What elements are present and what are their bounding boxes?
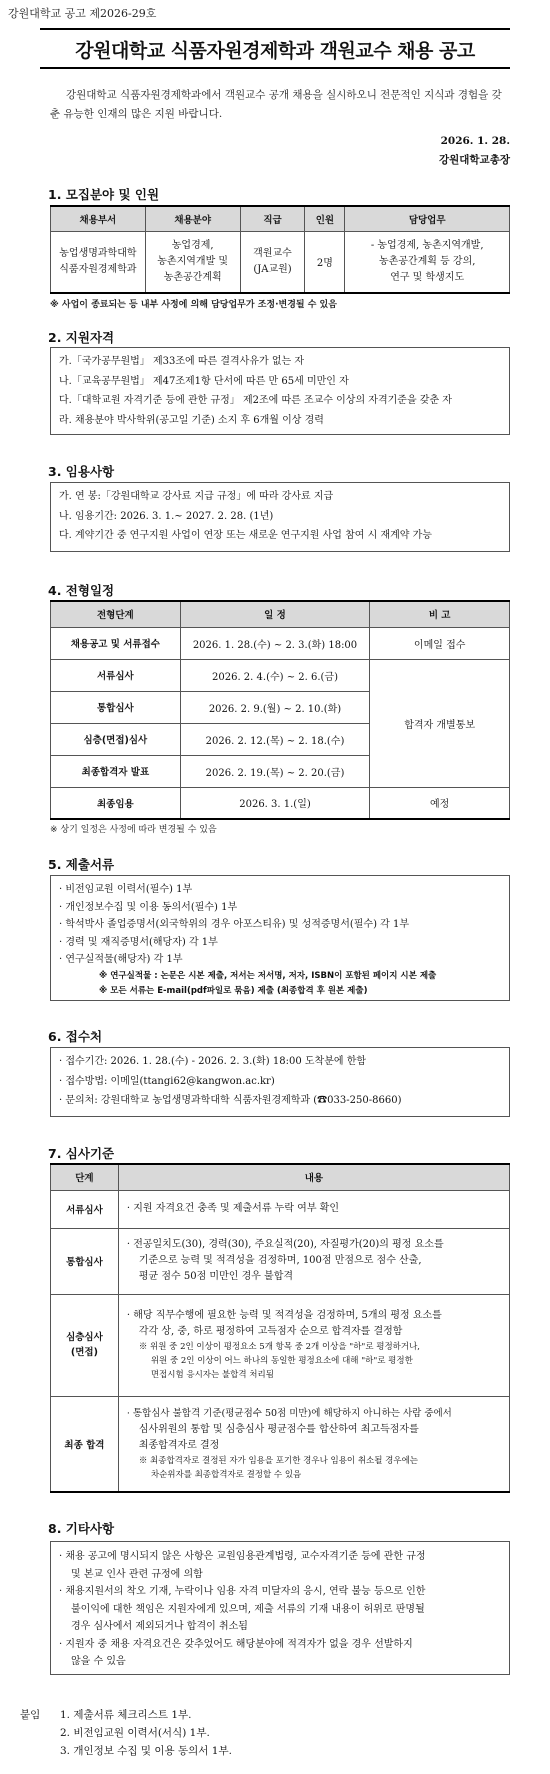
attachment-item: 1. 제출서류 체크리스트 1부. [60, 1709, 192, 1721]
schedule-date: 2026. 3. 1.(일) [180, 787, 370, 819]
recruit-dept [51, 231, 146, 293]
recruit-header-count: 인원 [305, 206, 345, 231]
other-item: 않을 수 있음 [71, 1656, 126, 1667]
schedule-header-note: 비 고 [370, 601, 510, 627]
document-note: ※ 모든 서류는 E-mail(pdf파일로 묶음) 제출 (최종합격 후 원본 제출) [99, 985, 368, 996]
criteria-content [118, 1190, 509, 1228]
schedule-note: 이메일 접수 [370, 627, 510, 659]
recruit-duty-line: 농촌공간계획 등 강의, [378, 255, 476, 267]
appointment-item: 나. 임용기간: 2026. 3. 1.~ 2027. 2. 28. (1년) [59, 510, 274, 522]
other-item: · 채용지원서의 착오 기재, 누락이나 임용 자격 미달자의 응시, 연락 불능 등으로 인한 [59, 1586, 426, 1597]
notice-signer: 강원대학교총장 [438, 154, 510, 166]
appointment-box [50, 482, 510, 552]
title-rule-top [40, 28, 510, 30]
schedule-date: 2026. 2. 19.(목) ~ 2. 20.(금) [180, 755, 370, 787]
other-item: · 채용 공고에 명시되지 않은 사항은 교원임용관계법령, 교수자격기준 등에 관한 규정 [59, 1551, 426, 1562]
criteria-content [118, 1396, 509, 1492]
qualification-item: 가.「국가공무원법」 제33조에 따른 결격사유가 없는 자 [59, 356, 304, 367]
document-item: · 경력 및 재직증명서(해당자) 각 1부 [59, 936, 218, 948]
intro-paragraph: 강원대학교 식품자원경제학과에서 객원교수 공개 채용을 실시하오니 전문적인 지식과 경험을 갖춘 유능한 인재의 많은 지원 바랍니다. [50, 89, 502, 120]
reception-box [50, 1047, 510, 1117]
schedule-date: 2026. 2. 12.(목) ~ 2. 18.(수) [180, 723, 370, 755]
documents-box [50, 875, 510, 1001]
recruit-header-rank: 직급 [240, 206, 305, 231]
criteria-content [118, 1294, 509, 1396]
qualification-item: 나.「교육공무원법」 제47조제1항 단서에 따른 만 65세 미만인 자 [59, 375, 349, 387]
schedule-date: 2026. 2. 4.(수) ~ 2. 6.(금) [180, 659, 370, 691]
page-title: 강원대학교 식품자원경제학과 객원교수 채용 공고 [75, 40, 475, 62]
recruit-header-dept: 채용부서 [51, 206, 146, 231]
criteria-line: 평균 점수 50점 미만인 경우 불합격 [138, 1271, 294, 1282]
qualifications-box [50, 347, 510, 435]
criteria-table [50, 1163, 510, 1493]
recruit-field-line: 농촌지역개발 및 [157, 255, 229, 267]
schedule-note: 예정 [370, 787, 510, 819]
document-item: · 비전임교원 이력서(필수) 1부 [59, 884, 193, 895]
section-title-appointment: 3. 임용사항 [48, 464, 115, 479]
criteria-stage [51, 1294, 119, 1396]
criteria-header-stage: 단계 [51, 1164, 119, 1190]
recruit-dept-line: 식품자원경제학과 [59, 263, 137, 275]
criteria-line: 심사위원의 통합 및 심층심사 평균점수를 합산하여 최고득점자를 [138, 1423, 419, 1435]
document-note: ※ 연구실적물 : 논문은 시본 제출, 저서는 저서명, 저자, ISBN이 포함된 페이지 시본 제출 [99, 970, 437, 981]
recruit-field-line: 농촌공간계획 [163, 271, 222, 283]
schedule-footnote: ※ 상기 일정은 사정에 따라 변경될 수 있음 [50, 825, 217, 835]
other-item: 및 본교 인사 관련 규정에 의함 [71, 1568, 203, 1580]
criteria-note: 위원 중 2인 이상이 어느 하나의 동일한 평정요소에 대해 "하"로 평정한 [150, 1356, 413, 1366]
section-title-criteria: 7. 심사기준 [48, 1146, 115, 1161]
recruit-duty-line: 연구 및 학생지도 [390, 271, 465, 283]
recruit-table [50, 205, 510, 294]
reception-item: · 접수방법: 이메일(ttangi62@kangwon.ac.kr) [59, 1075, 275, 1087]
criteria-line: · 해당 직무수행에 필요한 능력 및 적격성을 검정하며, 5개의 평정 요소를 [126, 1310, 442, 1321]
recruit-duty-line: - 농업경제, 농촌지역개발, [370, 239, 484, 251]
qualification-item: 다.「대학교원 자격기준 등에 관한 규정」 제2조에 따른 조교수 이상의 자격기준을 갖춘 자 [59, 395, 452, 406]
section-title-reception: 6. 접수처 [48, 1029, 103, 1044]
schedule-merged-note: 합격자 개별통보 [370, 659, 510, 787]
criteria-note: 면접시험 응시자는 불합격 처리됨 [150, 1370, 274, 1380]
qualification-item: 라. 채용분야 박사학위(공고일 기준) 소지 후 6개월 이상 경력 [59, 414, 324, 426]
recruit-rank [240, 231, 305, 293]
criteria-stage: 통합심사 [51, 1228, 119, 1294]
schedule-header-date: 일 정 [180, 601, 370, 627]
section-title-schedule: 4. 전형일정 [48, 583, 115, 598]
document-item: · 학석박사 졸업증명서(외국학위의 경우 아포스티유) 및 성적증명서(필수) 각 1부 [59, 919, 410, 930]
notice-number: 강원대학교 공고 제2026-29호 [8, 7, 157, 20]
appointment-item: 다. 계약기간 중 연구지원 사업이 연장 또는 새로운 연구지원 사업 참여 시 재계약 가능 [59, 530, 432, 541]
recruit-rank-line: 객원교수 [253, 247, 292, 259]
other-box [50, 1541, 510, 1675]
criteria-line: · 지원 자격요건 충족 및 제출서류 누락 여부 확인 [126, 1203, 339, 1214]
section-title-documents: 5. 제출서류 [48, 857, 115, 872]
appointment-item: 가. 연 봉:「강원대학교 강사료 지급 규정」에 따라 강사료 지급 [59, 491, 334, 502]
criteria-line: · 전공일치도(30), 경력(30), 주요실적(20), 자질평가(20)의 평정 요소를 [126, 1239, 444, 1250]
criteria-line: 기준으로 능력 및 적격성을 검정하며, 100점 만점으로 점수 산출, [138, 1255, 422, 1266]
attachment-item: 2. 비전임교원 이력서(서식) 1부. [60, 1727, 210, 1739]
recruit-field [145, 231, 240, 293]
recruit-field-line: 농업경제, [171, 239, 214, 251]
recruit-header-field: 채용분야 [145, 206, 240, 231]
other-item: 불이익에 대한 책임은 지원자에게 있으며, 제출 서류의 기재 내용이 허위로 판명될 [71, 1603, 425, 1615]
document-item: · 개인정보수집 및 이용 동의서(필수) 1부 [59, 901, 238, 913]
schedule-stage: 채용공고 및 서류접수 [51, 627, 181, 659]
attachment-item: 3. 개인정보 수집 및 이용 동의서 1부. [60, 1745, 232, 1757]
section-title-qualifications: 2. 지원자격 [48, 330, 115, 345]
criteria-line: · 통합심사 불합격 기준(평균점수 50점 미만)에 해당하지 아니하는 사람 중에서 [126, 1407, 452, 1419]
attachments-label: 붙임 [20, 1709, 41, 1721]
schedule-stage: 최종합격자 발표 [51, 755, 181, 787]
schedule-table [50, 600, 510, 820]
criteria-content [118, 1228, 509, 1294]
criteria-stage-line: 심층심사 [66, 1332, 103, 1343]
other-item: · 지원자 중 채용 자격요건은 갖추었어도 해당분야에 적격자가 없을 경우 선발하지 [59, 1638, 413, 1650]
section-title-other: 8. 기타사항 [48, 1521, 115, 1536]
schedule-stage: 통합심사 [51, 691, 181, 723]
recruit-count: 2명 [305, 231, 345, 293]
schedule-date: 2026. 1. 28.(수) ~ 2. 3.(화) 18:00 [180, 627, 370, 659]
other-item: 경우 심사에서 제외되거나 합격이 취소됨 [71, 1621, 248, 1632]
criteria-stage: 최종 합격 [51, 1396, 119, 1492]
schedule-stage: 심층(면접)심사 [51, 723, 181, 755]
notice-date: 2026. 1. 28. [440, 135, 510, 147]
document-item: · 연구실적물(해당자) 각 1부 [59, 954, 183, 965]
recruit-note: ※ 사업이 종료되는 등 내부 사정에 의해 담당업무가 조정·변경될 수 있음 [50, 300, 337, 310]
schedule-stage: 서류심사 [51, 659, 181, 691]
criteria-note: 차순위자를 최종합격자로 결정할 수 있음 [150, 1469, 302, 1480]
criteria-stage: 서류심사 [51, 1190, 119, 1228]
section-title-recruit: 1. 모집분야 및 인원 [48, 187, 160, 202]
criteria-note: ※ 위원 중 2인 이상이 평정요소 5개 항목 중 2개 이상을 "하"로 평정하거나, [138, 1342, 421, 1352]
recruit-header-duty: 담당업무 [345, 206, 510, 231]
title-rule-bottom [40, 67, 510, 69]
attachments [20, 1706, 232, 1760]
criteria-stage-line: (면접) [70, 1347, 98, 1358]
recruit-dept-line: 농업생명과학대학 [59, 247, 137, 259]
schedule-date: 2026. 2. 9.(월) ~ 2. 10.(화) [180, 691, 370, 723]
criteria-note: ※ 최종합격자로 결정된 자가 임용을 포기한 경우나 임용이 취소될 경우에는 [138, 1455, 418, 1466]
schedule-stage: 최종임용 [51, 787, 181, 819]
criteria-line: 최종합격자로 결정 [138, 1439, 220, 1451]
reception-item: · 문의처: 강원대학교 농업생명과학대학 식품자원경제학과 (☎033-250-8660) [59, 1095, 402, 1106]
schedule-header-stage: 전형단계 [51, 601, 181, 627]
recruit-duty [345, 231, 510, 293]
recruit-rank-line: (JA교원) [253, 263, 292, 275]
criteria-header-content: 내용 [118, 1164, 509, 1190]
reception-item: · 접수기간: 2026. 1. 28.(수) - 2026. 2. 3.(화) 18:00 도착분에 한함 [59, 1056, 367, 1067]
criteria-line: 각각 상, 중, 하로 평정하여 고득점자 순으로 합격자를 결정함 [138, 1326, 403, 1337]
